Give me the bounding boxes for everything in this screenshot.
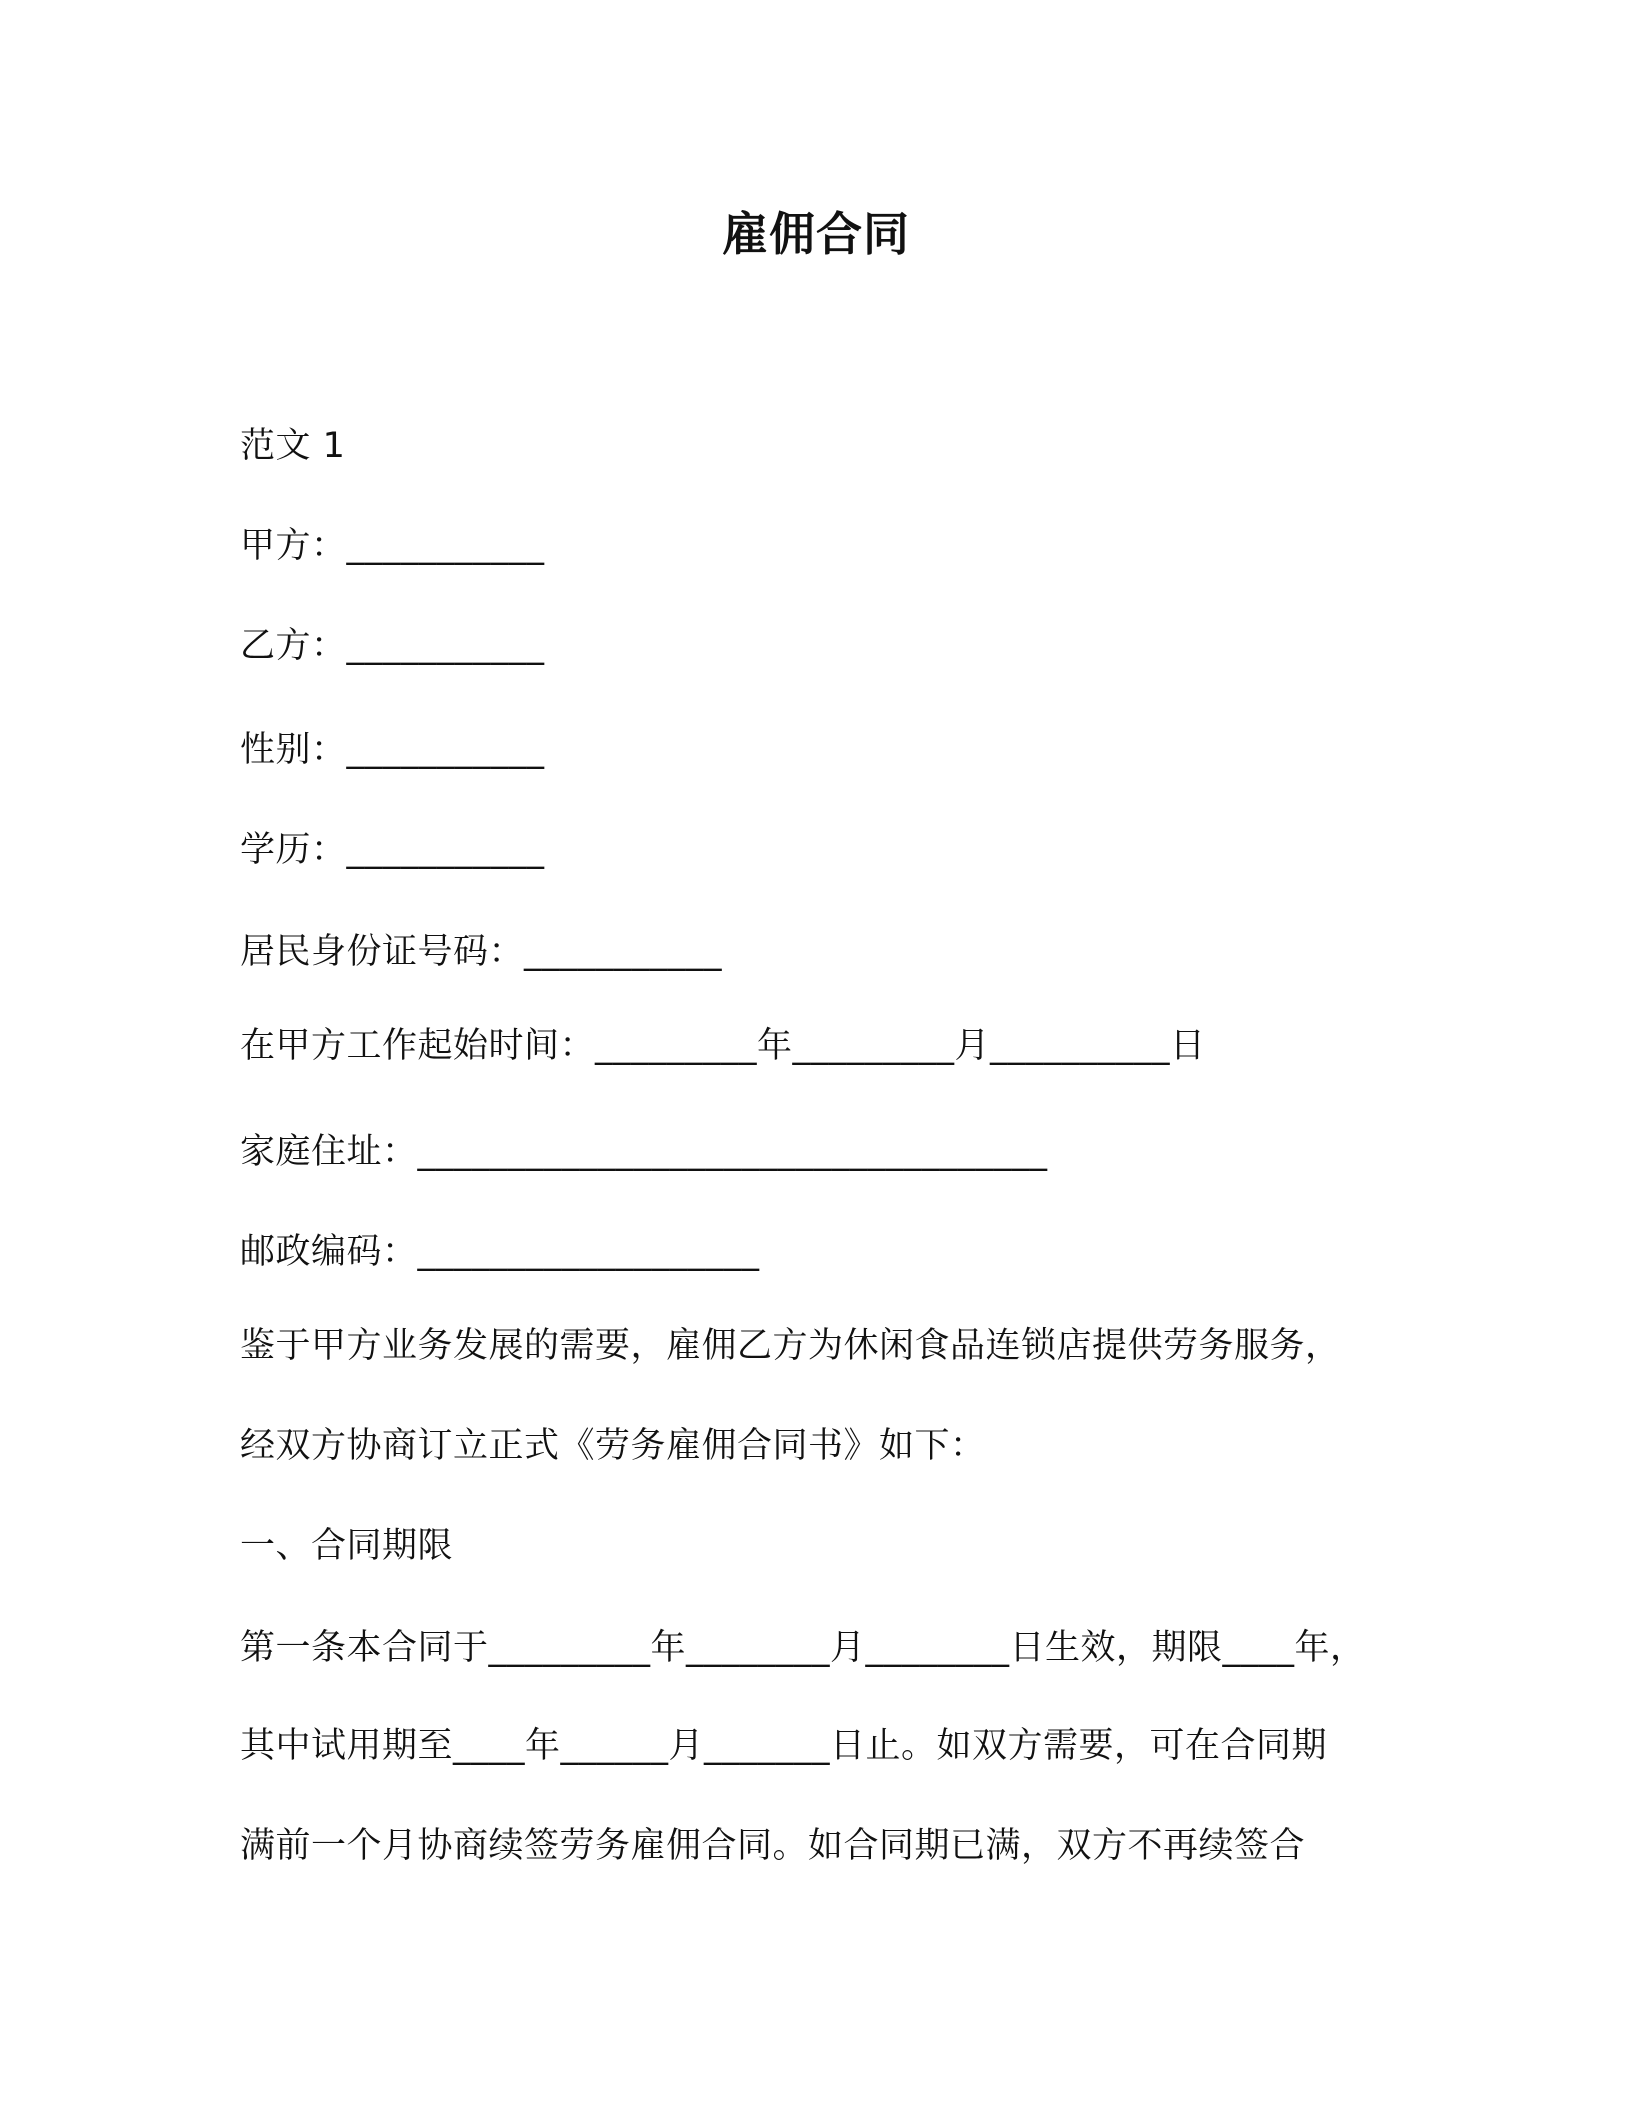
clause-line: 满前一个月协商续签劳务雇佣合同。如合同期已满，双方不再续签合 [240,1826,1306,1866]
education-field: 学历：___________ [240,830,545,870]
clause-line: 其中试用期至____年______月_______日止。如双方需要，可在合同期 [240,1726,1328,1766]
home-address-field: 家庭住址：___________________________________ [240,1132,1048,1172]
party-a-field: 甲方：___________ [240,526,545,566]
section-heading: 一、合同期限 [240,1526,454,1566]
body-paragraph-line: 经双方协商订立正式《劳务雇佣合同书》如下： [240,1426,986,1466]
gender-field: 性别：___________ [240,730,545,770]
sample-label: 范文 1 [240,426,346,466]
start-date-field: 在甲方工作起始时间：_________年_________月__________日 [240,1026,1206,1066]
clause-line: 第一条本合同于_________年________月________日生效，期限____年， [240,1628,1366,1668]
body-paragraph-line: 鉴于甲方业务发展的需要，雇佣乙方为休闲食品连锁店提供劳务服务， [240,1326,1341,1366]
postal-code-field: 邮政编码：___________________ [240,1232,760,1272]
document-title: 雇佣合同 [722,207,910,261]
id-number-field: 居民身份证号码：___________ [240,932,723,972]
party-b-field: 乙方：___________ [240,626,545,666]
